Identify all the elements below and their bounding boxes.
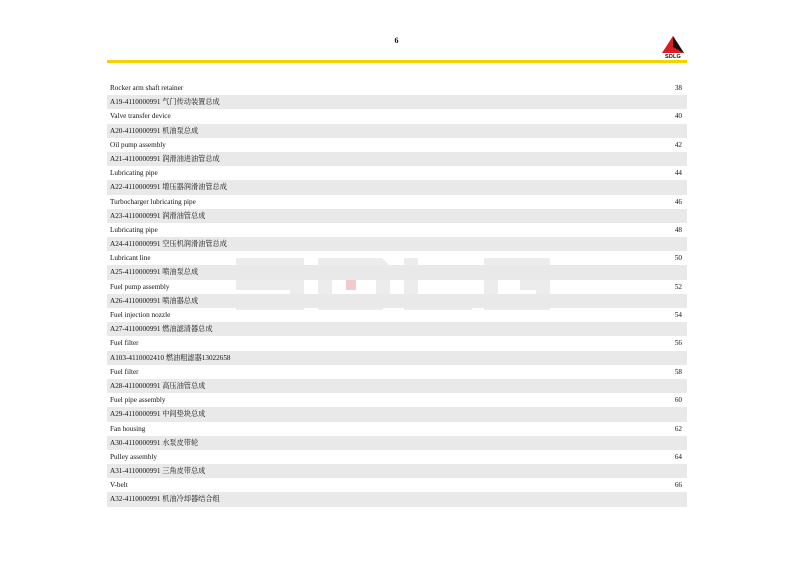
toc-row-title: A26-4110000991 喷油器总成 [110,296,199,305]
toc-row[interactable] [107,237,687,251]
toc-row-title: Fuel filter [110,339,139,348]
toc-row[interactable] [107,336,687,350]
toc-row-title: A31-4110000991 三角皮带总成 [110,467,206,476]
sdlg-logo [661,35,685,62]
toc-row-page-number: 46 [674,197,682,206]
toc-row[interactable] [107,308,687,322]
toc-row-title: Fuel injection nozzle [110,311,171,319]
toc-row[interactable] [107,492,687,506]
toc-row-page-number: 48 [674,225,682,234]
toc-row-page-number: 56 [674,339,682,348]
toc-row[interactable] [107,251,687,265]
toc-row[interactable] [107,138,687,152]
toc-row-title: Rocker arm shaft retainer [110,84,184,92]
toc-row[interactable] [107,95,687,109]
toc-row-title: A29-4110000991 中间垫块总成 [110,410,206,419]
toc-row-page-number: 58 [674,367,682,376]
toc-row-title: Fuel pump assembly [110,282,170,291]
toc-row-title: Lubricating pipe [110,169,158,178]
toc-row-title: A20-4110000991 机油泵总成 [110,126,199,135]
table-of-contents [107,81,687,507]
toc-row[interactable] [107,280,687,294]
toc-row-page-number: 64 [674,452,682,461]
toc-row[interactable] [107,422,687,436]
toc-row[interactable] [107,294,687,308]
toc-row-title: A24-4110000991 空压机润滑油管总成 [110,240,227,249]
page-number: 6 [394,36,399,45]
toc-row-title: Valve transfer device [110,112,171,121]
toc-row-title: Fuel pipe assembly [110,396,166,405]
toc-row-title: Pulley assembly [110,452,157,461]
toc-row-title: A30-4110000991 水泵皮带轮 [110,438,199,447]
toc-row-page-number: 62 [674,424,682,433]
toc-row-page-number: 52 [674,282,682,291]
header-divider [107,60,687,63]
toc-row[interactable] [107,393,687,407]
toc-row-page-number: 66 [674,481,682,490]
toc-row[interactable] [107,365,687,379]
toc-row-page-number: 42 [674,140,682,149]
logo-triangle-icon [661,35,685,54]
toc-row-title: A27-4110000991 燃油滤清器总成 [110,325,213,334]
toc-row[interactable] [107,180,687,194]
toc-row-title: Fan housing [110,424,146,433]
toc-row-title: A32-4110000991 机油冷却器结合组 [110,495,220,504]
toc-row-title: A28-4110000991 高压油管总成 [110,381,206,390]
toc-row[interactable] [107,436,687,450]
toc-row[interactable] [107,124,687,138]
toc-row-page-number: 40 [674,112,682,121]
toc-row-page-number: 50 [674,254,682,263]
toc-row-page-number: 60 [674,396,682,405]
toc-row[interactable] [107,322,687,336]
toc-row-title: A103-4110002410 燃油粗滤器13022658 [110,353,231,362]
toc-row-page-number: 44 [674,169,682,178]
toc-row-page-number: 38 [674,84,682,92]
toc-row[interactable] [107,209,687,223]
toc-row-title: A22-4110000991 增压器润滑油管总成 [110,183,227,192]
toc-row[interactable] [107,166,687,180]
toc-row-title: A25-4110000991 喷油泵总成 [110,268,199,277]
toc-row[interactable] [107,351,687,365]
toc-row[interactable] [107,407,687,421]
toc-row[interactable] [107,265,687,279]
toc-row-title: Lubricating pipe [110,225,158,234]
toc-row-page-number: 54 [674,311,682,319]
toc-row[interactable] [107,109,687,123]
toc-row[interactable] [107,478,687,492]
toc-row[interactable] [107,450,687,464]
toc-row-title: A19-4110000991 气门传动装置总成 [110,98,220,107]
toc-row-title: A23-4110000991 润滑油管总成 [110,211,206,220]
toc-row-title: Turbocharger lubricating pipe [110,197,196,206]
toc-row-title: Lubricant line [110,254,151,263]
toc-row-title: V-belt [110,481,128,490]
toc-row[interactable] [107,152,687,166]
logo-text: SDLG [664,54,682,60]
toc-row-title: Oil pump assembly [110,140,166,149]
toc-row[interactable] [107,379,687,393]
toc-row[interactable] [107,195,687,209]
toc-row[interactable] [107,81,687,95]
toc-row-title: Fuel filter [110,367,139,376]
toc-row[interactable] [107,223,687,237]
toc-row[interactable] [107,464,687,478]
toc-row-title: A21-4110000991 润滑油进油管总成 [110,154,220,163]
